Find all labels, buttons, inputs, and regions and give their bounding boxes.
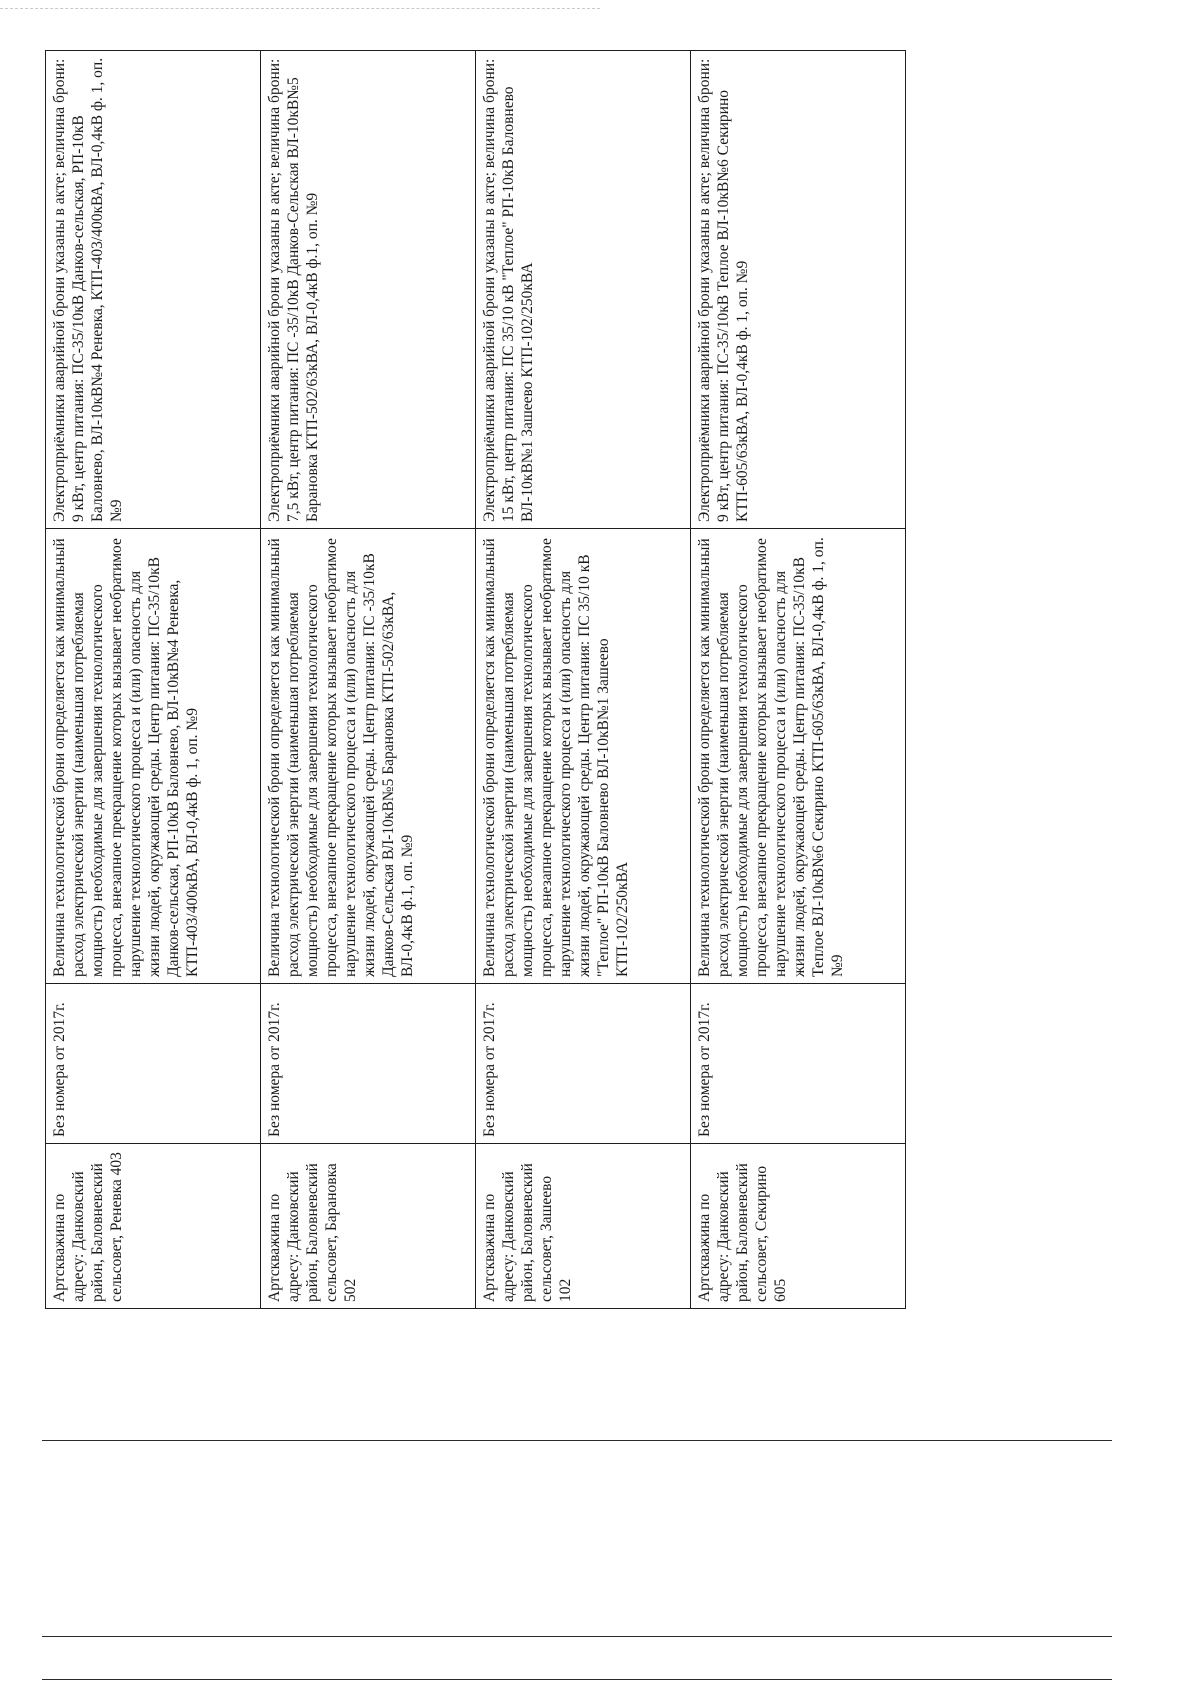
horizontal-rule	[42, 1679, 1112, 1680]
document-cell: Без номера от 2017г.	[691, 984, 906, 1144]
rotated-table-wrapper	[45, 51, 906, 1309]
technological-reserve-cell: Величина технологической брони определяется как минимальный расход электрической энергии (наименьшая потребляемая мощность) необходимые для завершения технологического процесса, внезапное прекращение которых вызывает необратимое нарушение технологического процесса и (или) опасность для жизни людей, окружающей среды. Центр питания: ПС -35/10кВ Данков-Сельская ВЛ-10кВ№5 Барановка КТП-502/63кВА, ВЛ-0,4кВ ф.1, оп. №9	[261, 529, 476, 984]
table-row	[261, 51, 476, 1309]
object-cell: Артскважина по адресу: Данковский район, Баловневский сельсовет, Зашеево 102	[476, 1144, 691, 1309]
table-row	[691, 51, 906, 1309]
document-cell: Без номера от 2017г.	[261, 984, 476, 1144]
document-cell: Без номера от 2017г.	[46, 984, 261, 1144]
object-cell: Артскважина по адресу: Данковский район, Баловневский сельсовет, Секирино 605	[691, 1144, 906, 1309]
table-row	[476, 51, 691, 1309]
emergency-reserve-cell: Электроприёмники аварийной брони указаны в акте; величина брони: 9 кВт, центр питания: ПС-35/10кВ Теплое ВЛ-10кВ№6 Секирино КТП-605/63кВА, ВЛ-0,4кВ ф. 1, оп. №9	[691, 51, 906, 529]
scan-edge-mark	[0, 8, 600, 9]
technological-reserve-cell: Величина технологической брони определяется как минимальный расход электрической энергии (наименьшая потребляемая мощность) необходимые для завершения технологического процесса, внезапное прекращение которых вызывает необратимое нарушение технологического процесса и (или) опасность для жизни людей, окружающей среды. Центр питания: ПС 35/10 кВ "Теплое" РП-10кВ Баловнево ВЛ-10кВ№1 Зашеево КТП-102/250кВА	[476, 529, 691, 984]
table-row	[46, 51, 261, 1309]
horizontal-rule	[42, 1440, 1112, 1441]
reserve-table	[45, 50, 906, 1309]
technological-reserve-cell: Величина технологической брони определяется как минимальный расход электрической энергии (наименьшая потребляемая мощность) необходимые для завершения технологического процесса, внезапное прекращение которых вызывает необратимое нарушение технологического процесса и (или) опасность для жизни людей, окружающей среды. Центр питания: ПС-35/10кВ Теплое ВЛ-10кВ№6 Секирино КТП-605/63кВА, ВЛ-0,4кВ ф. 1, оп. №9	[691, 529, 906, 984]
technological-reserve-cell: Величина технологической брони определяется как минимальный расход электрической энергии (наименьшая потребляемая мощность) необходимые для завершения технологического процесса, внезапное прекращение которых вызывает необратимое нарушение технологического процесса и (или) опасность для жизни людей, окружающей среды. Центр питания: ПС-35/10кВ Данков-сельская, РП-10кВ Баловнево, ВЛ-10кВ№4 Реневка, КТП-403/400кВА, ВЛ-0,4кВ ф. 1, оп. №9	[46, 529, 261, 984]
document-cell: Без номера от 2017г.	[476, 984, 691, 1144]
object-cell: Артскважина по адресу: Данковский район, Баловневский сельсовет, Реневка 403	[46, 1144, 261, 1309]
emergency-reserve-cell: Электроприёмники аварийной брони указаны в акте; величина брони: 15 кВт, центр питания: ПС 35/10 кВ "Теплое" РП-10кВ Баловнево ВЛ-10кВ№1 Зашеево КТП-102/250кВА	[476, 51, 691, 529]
object-cell: Артскважина по адресу: Данковский район, Баловневский сельсовет, Барановка 502	[261, 1144, 476, 1309]
emergency-reserve-cell: Электроприёмники аварийной брони указаны в акте; величина брони: 9 кВт, центр питания: ПС-35/10кВ Данков-сельская, РП-10кВ Баловнево, ВЛ-10кВ№4 Реневка, КТП-403/400кВА, ВЛ-0,4кВ ф. 1, оп. №9	[46, 51, 261, 529]
emergency-reserve-cell: Электроприёмники аварийной брони указаны в акте; величина брони: 7,5 кВт, центр питания: ПС -35/10кВ Данков-Сельская ВЛ-10кВ№5 Барановка КТП-502/63кВА, ВЛ-0,4кВ ф.1, оп. №9	[261, 51, 476, 529]
horizontal-rule	[42, 1636, 1112, 1637]
